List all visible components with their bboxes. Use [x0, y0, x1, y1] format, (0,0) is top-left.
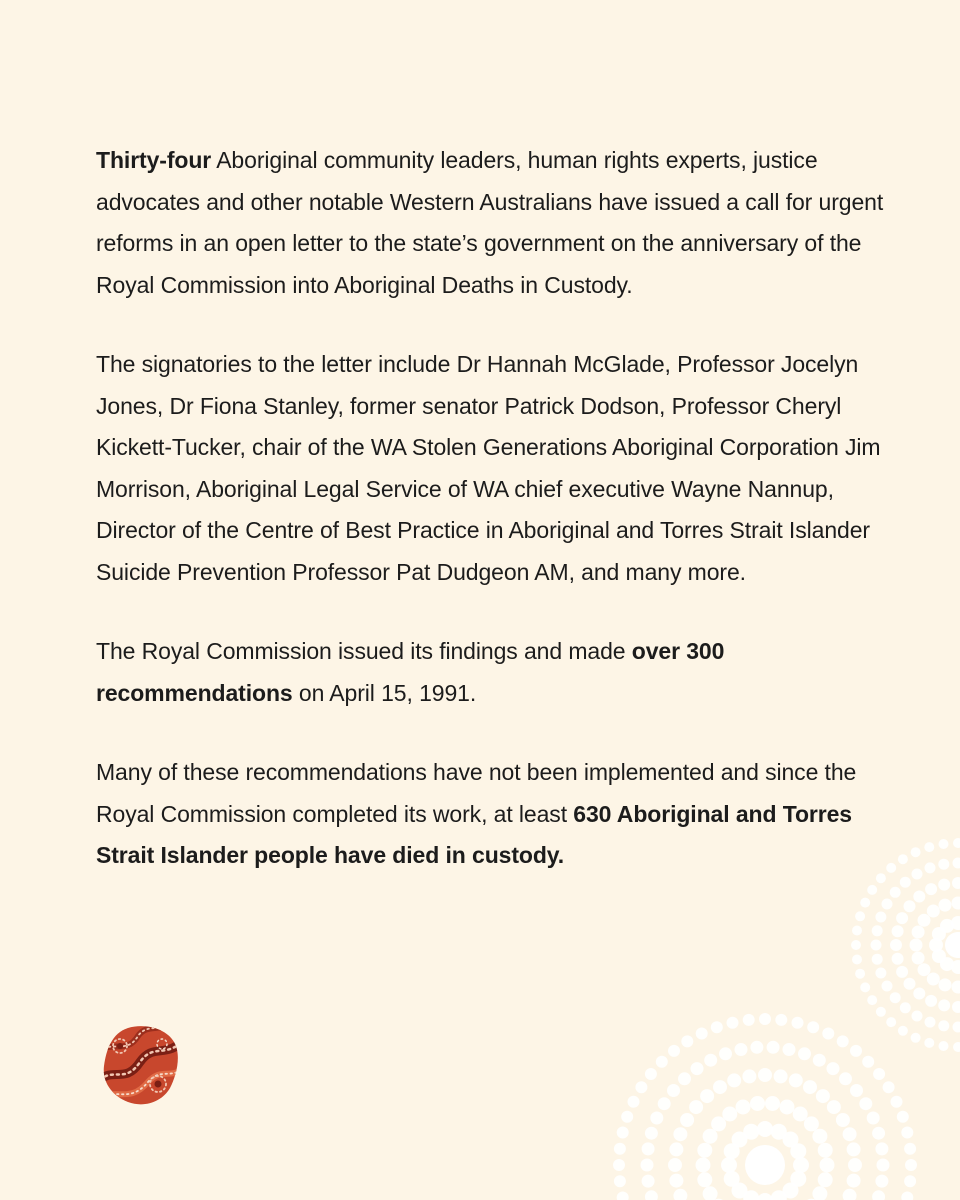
- decor-dot: [952, 897, 960, 910]
- decor-dot: [668, 1045, 680, 1057]
- decor-dot: [839, 1072, 852, 1085]
- decor-dot: [896, 912, 908, 924]
- decor-dot: [678, 1072, 691, 1085]
- decor-dot-core: [745, 1145, 785, 1185]
- decor-dot: [750, 1041, 763, 1054]
- decor-dot: [872, 954, 883, 965]
- decor-dot: [890, 887, 901, 898]
- decor-dot: [807, 1021, 819, 1033]
- decor-dot: [703, 1186, 718, 1200]
- decor-dot: [727, 1017, 739, 1029]
- decor-dot: [750, 1096, 765, 1111]
- decor-dot: [951, 916, 960, 930]
- decor-dot: [743, 1014, 755, 1026]
- decor-dot: [689, 1100, 703, 1114]
- decor-dot: [667, 1084, 680, 1097]
- decor-dot: [780, 1100, 795, 1115]
- decor-dot: [645, 1068, 657, 1080]
- decor-dot: [614, 1175, 626, 1187]
- decor-dot: [757, 1121, 773, 1137]
- decor-dot: [872, 1127, 885, 1140]
- decor-dot: [790, 1143, 806, 1159]
- decor-dot: [904, 1143, 916, 1155]
- decor-dot: [736, 1100, 751, 1115]
- decor-dot: [743, 1124, 759, 1140]
- decor-dot: [783, 1132, 799, 1148]
- decor-dot: [843, 1127, 857, 1141]
- decor-dot: [951, 960, 960, 974]
- decor-dot: [798, 1047, 811, 1060]
- decor-dot: [904, 978, 916, 990]
- decor-dot: [953, 838, 960, 848]
- decor-dot: [700, 1089, 714, 1103]
- paragraph-1-bold-lead: Thirty-four: [96, 147, 212, 173]
- decor-dot: [668, 1158, 682, 1172]
- decor-dot: [721, 1157, 737, 1173]
- decor-dot: [850, 1045, 862, 1057]
- decor-dot: [732, 1183, 748, 1199]
- paragraph-4: [96, 752, 886, 877]
- decor-dot: [927, 973, 940, 986]
- decor-dot: [613, 1159, 625, 1171]
- decor-dot: [901, 1192, 913, 1200]
- paragraph-1-text: Aboriginal community leaders, human rights experts, justice advocates and other notable Western Australians have issued a call for urgent reforms in an open letter to the state’s government on the anniversary of the Royal Commission into Aboriginal Deaths in Custody.: [96, 147, 884, 298]
- decor-dot: [774, 1069, 788, 1083]
- decor-dot: [680, 1113, 694, 1127]
- decor-dot: [742, 1069, 756, 1083]
- decor-dot: [759, 1013, 771, 1025]
- decor-dot: [924, 1038, 934, 1048]
- paragraph-4-bold: 630 Aboriginal and Torres Strait Islander people have died in custody.: [96, 800, 852, 868]
- decor-dot: [932, 949, 946, 963]
- decor-dot: [939, 978, 952, 991]
- decor-dot: [691, 1062, 704, 1075]
- decor-dot: [898, 854, 908, 864]
- decor-dot: [697, 1172, 712, 1187]
- decor-dot: [924, 842, 934, 852]
- decor-dot: [803, 1080, 817, 1094]
- decor-dot: [890, 992, 901, 1003]
- decor-dot: [703, 1129, 718, 1144]
- decor-dot: [673, 1127, 687, 1141]
- decor-dot: [939, 839, 949, 849]
- paragraph-3-bold: over 300 recommendations: [96, 638, 725, 706]
- decor-dot: [852, 955, 862, 965]
- decor-dot: [727, 1073, 741, 1087]
- decor-dot: [876, 1007, 886, 1017]
- decor-dot: [767, 1041, 780, 1054]
- decor-dot: [898, 1026, 908, 1036]
- decor-dot: [724, 1171, 740, 1187]
- decor-dot: [939, 899, 952, 912]
- decor-dot: [925, 862, 936, 873]
- decor-dot: [645, 1127, 658, 1140]
- decor-dot: [704, 1054, 717, 1067]
- decor-dot: [792, 1017, 804, 1029]
- painted-pebble-icon: [100, 1024, 180, 1106]
- decor-dot: [621, 1111, 633, 1123]
- decor-dot: [847, 1174, 861, 1188]
- decor-dot: [873, 1068, 885, 1080]
- decor-dot: [912, 952, 925, 965]
- decor-dot: [929, 938, 943, 952]
- decor-dot: [837, 1035, 849, 1047]
- decor-dot: [953, 1042, 960, 1052]
- decor-dot: [669, 1174, 683, 1188]
- decor-dot: [813, 1054, 826, 1067]
- decor-dot: [628, 1096, 640, 1108]
- decor-dot: [952, 981, 960, 994]
- decor-dot: [743, 1190, 759, 1200]
- decor-dot: [927, 905, 940, 918]
- paragraph-1: [96, 140, 886, 306]
- decor-dot: [757, 1193, 773, 1200]
- decor-dot: [940, 919, 954, 933]
- decor-dot: [904, 900, 916, 912]
- decor-dot-core: [945, 932, 960, 958]
- decor-dot: [925, 883, 937, 895]
- decor-dot: [696, 1028, 708, 1040]
- decor-dot: [790, 1171, 806, 1187]
- decor-dot: [722, 1107, 737, 1122]
- decor-dot: [641, 1159, 654, 1172]
- decor-dot: [783, 1043, 796, 1056]
- decor-dot: [771, 1190, 787, 1200]
- decor-dot: [793, 1107, 808, 1122]
- decor-dot: [771, 1124, 787, 1140]
- decor-dot: [910, 939, 923, 952]
- decor-dot: [886, 863, 896, 873]
- decor-dot: [892, 953, 904, 965]
- decor-dot: [855, 969, 865, 979]
- decor-dot: [890, 939, 902, 951]
- article-body: [96, 140, 886, 915]
- decor-dot: [822, 1028, 834, 1040]
- decor-dot: [871, 940, 882, 951]
- decor-dot: [897, 1111, 909, 1123]
- decor-dot: [875, 968, 886, 979]
- decor-dot: [804, 1116, 819, 1131]
- decor-dot: [912, 1011, 923, 1022]
- decor-dot: [783, 1183, 799, 1199]
- decor-dot: [650, 1112, 663, 1125]
- decor-dot: [719, 1047, 732, 1060]
- decor-dot: [820, 1158, 835, 1173]
- decor-dot: [912, 869, 923, 880]
- decor-dot: [696, 1158, 711, 1173]
- paragraph-4-text: Many of these recommendations have not been implemented and since the Royal Commission completed its work, at least: [96, 759, 857, 827]
- decor-dot: [912, 926, 925, 939]
- decor-dot: [812, 1129, 827, 1144]
- decor-dot: [617, 1192, 629, 1200]
- decor-dot: [658, 1097, 671, 1110]
- decor-dot: [867, 995, 877, 1005]
- decor-dot: [905, 1159, 917, 1171]
- decor-dot: [953, 1022, 960, 1033]
- decor-dot: [913, 988, 925, 1000]
- decor-dot: [911, 847, 921, 857]
- decor-dot: [713, 1080, 727, 1094]
- decor-dot: [892, 925, 904, 937]
- decor-dot: [938, 999, 950, 1011]
- decor-dot: [875, 1142, 888, 1155]
- decor-dot: [896, 966, 908, 978]
- decor-dot: [939, 1041, 949, 1051]
- decor-dot: [882, 981, 893, 992]
- decor-dot: [836, 1113, 850, 1127]
- decor-dot: [925, 1017, 936, 1028]
- decor-dot: [847, 1142, 861, 1156]
- decor-dot: [913, 891, 925, 903]
- decor-dot: [911, 1033, 921, 1043]
- decor-dot: [883, 1081, 895, 1093]
- decor-dot: [862, 1056, 874, 1068]
- decor-dot: [645, 1190, 658, 1200]
- decor-dot: [669, 1142, 683, 1156]
- decor-dot: [635, 1081, 647, 1093]
- decor-dot: [724, 1143, 740, 1159]
- decor-dot: [843, 1189, 857, 1200]
- decor-dot: [891, 1096, 903, 1108]
- decor-dot: [901, 1127, 913, 1139]
- decor-dot: [938, 1020, 949, 1031]
- decor-dot: [952, 1001, 960, 1013]
- decor-dot: [886, 1017, 896, 1027]
- decor-dot: [732, 1132, 748, 1148]
- decor-dot: [827, 1062, 840, 1075]
- decor-dot: [735, 1043, 748, 1056]
- decor-dot: [867, 1112, 880, 1125]
- decor-dot: [860, 982, 870, 992]
- decor-dot: [851, 940, 861, 950]
- decor-dot: [818, 1172, 833, 1187]
- decor-dot: [953, 858, 960, 869]
- paragraph-3-text-start: The Royal Commission issued its findings and made: [96, 638, 632, 664]
- decor-dot: [925, 995, 937, 1007]
- decor-dot: [775, 1014, 787, 1026]
- decor-dot: [850, 1084, 863, 1097]
- decor-dot: [827, 1100, 841, 1114]
- decor-dot: [938, 879, 950, 891]
- decor-dot: [614, 1143, 626, 1155]
- paragraph-3-text-end: on April 15, 1991.: [292, 679, 477, 706]
- decor-dot: [904, 1175, 916, 1187]
- decor-dot: [940, 957, 954, 971]
- decor-dot: [932, 927, 946, 941]
- decor-dot: [872, 925, 883, 936]
- decor-dot: [642, 1175, 655, 1188]
- decor-dot: [877, 1159, 890, 1172]
- decor-dot: [681, 1035, 693, 1047]
- decor-dot: [765, 1096, 780, 1111]
- decor-dot: [938, 859, 949, 870]
- paragraph-2-text: The signatories to the letter include Dr Hannah McGlade, Professor Jocelyn Jones, Dr Fiona Stanley, former senator Patrick Dodson, Professor Cheryl Kickett-Tucker, chair of the WA Stolen Generations Aboriginal Corporation Jim Morrison, Aboriginal Legal Service of WA chief executive Wayne Nannup, Director of the Centre of Best Practice in Aboriginal and Torres Strait Islander Suicide Prevention Professor Pat Dudgeon AM, and many more.: [96, 351, 881, 585]
- paragraph-3: [96, 631, 886, 714]
- decor-dot: [900, 1002, 911, 1013]
- decor-dot: [818, 1143, 833, 1158]
- decor-dot: [711, 1021, 723, 1033]
- paragraph-2: [96, 344, 886, 593]
- decor-dot: [900, 877, 911, 888]
- decor-dot: [952, 877, 960, 889]
- decor-dot: [673, 1189, 687, 1200]
- decor-dot: [656, 1056, 668, 1068]
- decor-dot: [918, 914, 931, 927]
- decor-dot: [875, 1175, 888, 1188]
- decor-dot: [758, 1068, 772, 1082]
- decor-dot: [789, 1073, 803, 1087]
- decor-dot: [617, 1127, 629, 1139]
- decor-dot: [812, 1186, 827, 1200]
- decor-dot: [816, 1089, 830, 1103]
- decor-dot: [711, 1116, 726, 1131]
- decor-dot: [918, 963, 931, 976]
- decor-dot: [848, 1158, 862, 1172]
- decor-dot: [852, 926, 862, 936]
- decor-dot: [697, 1143, 712, 1158]
- decor-dot: [859, 1097, 872, 1110]
- decor-dot: [793, 1157, 809, 1173]
- decor-dot: [642, 1142, 655, 1155]
- decor-dot: [872, 1190, 885, 1200]
